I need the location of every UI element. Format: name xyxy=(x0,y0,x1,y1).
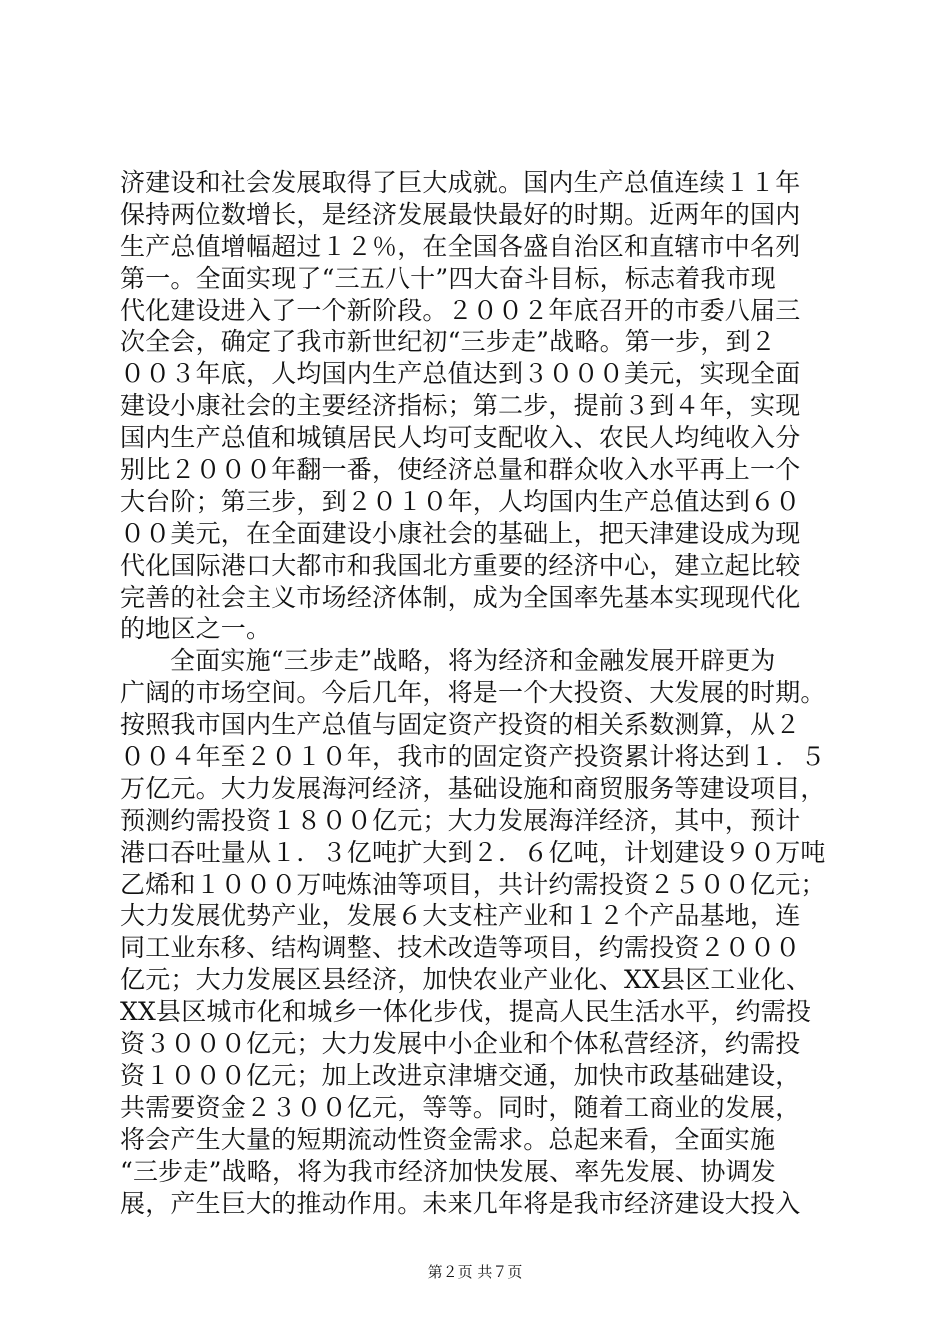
text-line: ００３年底，人均国内生产总值达到３０００美元，实现全面 xyxy=(120,359,801,389)
text-line: 预测约需投资１８００亿元；大力发展海洋经济，其中，预计 xyxy=(120,805,801,835)
text-line: 港口吞吐量从１．３亿吨扩大到２．６亿吨，计划建设９０万吨 xyxy=(120,837,826,867)
text-line: 的地区之一。 xyxy=(120,614,272,644)
text-line: 资３０００亿元；大力发展中小企业和个体私营经济，约需投 xyxy=(120,1029,801,1059)
text-line: 共需要资金２３００亿元，等等。同时，随着工商业的发展， xyxy=(120,1092,801,1122)
text-line: 保持两位数增长，是经济发展最快最好的时期。近两年的国内 xyxy=(120,199,801,229)
text-line: 亿元；大力发展区县经济，加快农业产业化、XX县区工业化、 xyxy=(120,965,812,995)
text-line: 济建设和社会发展取得了巨大成就。国内生产总值连续１１年 xyxy=(120,168,801,197)
text-line: 次全会，确定了我市新世纪初“三步走”战略。第一步，到２ xyxy=(120,327,776,357)
text-line: 乙烯和１０００万吨炼油等项目，共计约需投资２５００亿元； xyxy=(120,869,826,899)
text-line: ００美元，在全面建设小康社会的基础上，把天津建设成为现 xyxy=(120,518,801,548)
text-line: 广阔的市场空间。今后几年，将是一个大投资、大发展的时期。 xyxy=(120,678,826,708)
text-line: 代化国际港口大都市和我国北方重要的经济中心，建立起比较 xyxy=(120,550,801,580)
text-line: 代化建设进入了一个新阶段。２００２年底召开的市委八届三 xyxy=(120,295,801,325)
text-line: 生产总值增幅超过１２％，在全国各盛自治区和直辖市中名列 xyxy=(120,231,801,261)
text-line: 完善的社会主义市场经济体制，成为全国率先基本实现现代化 xyxy=(120,582,801,612)
text-line: 国内生产总值和城镇居民人均可支配收入、农民人均纯收入分 xyxy=(120,423,801,453)
document-body xyxy=(120,167,832,1219)
text-line: 大台阶；第三步，到２０１０年，人均国内生产总值达到６０ xyxy=(120,486,801,516)
text-line: 同工业东移、结构调整、技术改造等项目，约需投资２０００ xyxy=(120,933,801,963)
page-footer: 第２页 共７页 xyxy=(427,1263,523,1281)
text-line: 别比２０００年翻一番，使经济总量和群众收入水平再上一个 xyxy=(120,455,801,485)
text-line: ００４年至２０１０年，我市的固定资产投资累计将达到１．５ xyxy=(120,742,826,772)
text-line: 大力发展优势产业，发展６大支柱产业和１２个产品基地，连 xyxy=(120,901,801,931)
text-line: 将会产生大量的短期流动性资金需求。总起来看，全面实施 xyxy=(120,1124,776,1154)
text-line: 万亿元。大力发展海河经济，基础设施和商贸服务等建设项目， xyxy=(120,773,826,803)
text-line: 展，产生巨大的推动作用。未来几年将是我市经济建设大投入 xyxy=(120,1188,801,1218)
text-line: 全面实施“三步走”战略，将为经济和金融发展开辟更为 xyxy=(170,646,776,676)
text-line: 第一。全面实现了“三五八十”四大奋斗目标，标志着我市现 xyxy=(120,263,776,293)
text-line: 按照我市国内生产总值与固定资产投资的相关系数测算，从２ xyxy=(120,710,801,740)
text-line: XX县区城市化和城乡一体化步伐，提高人民生活水平，约需投 xyxy=(120,997,812,1027)
text-line: 建设小康社会的主要经济指标；第二步，提前３到４年，实现 xyxy=(120,391,801,421)
text-line: “三步走”战略，将为我市经济加快发展、率先发展、协调发 xyxy=(120,1156,776,1186)
text-line: 资１０００亿元；加上改进京津塘交通，加快市政基础建设， xyxy=(120,1060,801,1090)
